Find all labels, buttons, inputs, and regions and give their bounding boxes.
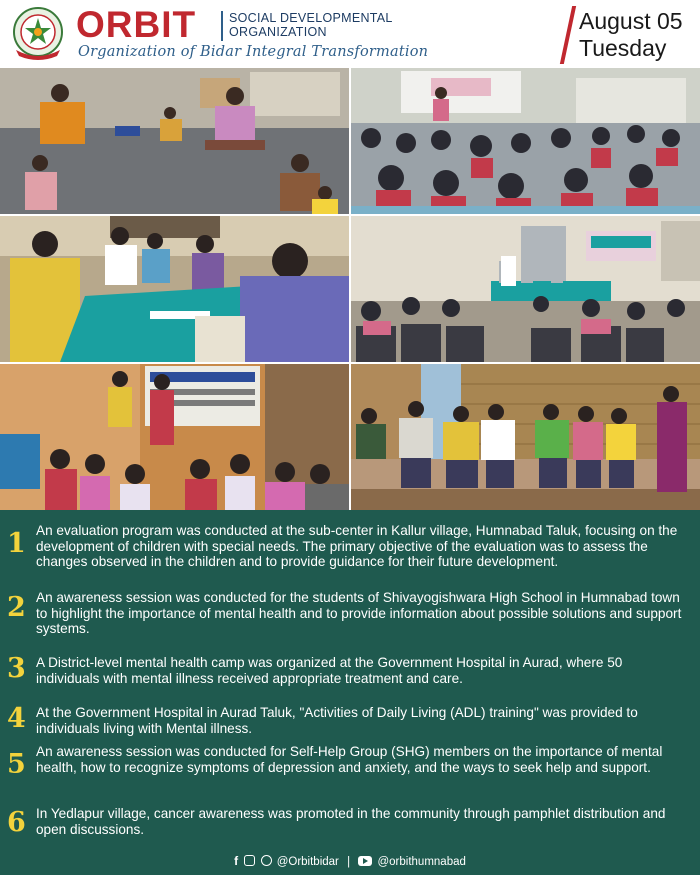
activity-text: In Yedlapur village, cancer awareness was promoted in the community through pamphlet distribution and open discussions. xyxy=(36,806,666,837)
photo-cancer-awareness xyxy=(351,364,700,510)
photo-collage xyxy=(0,68,700,510)
facebook-icon[interactable]: f xyxy=(234,854,239,868)
brand-subtitle-line2: ORGANIZATION xyxy=(229,25,327,39)
date-day: August 05 xyxy=(579,8,683,34)
footer-social xyxy=(0,850,700,872)
activity-number: 1 xyxy=(7,528,26,559)
activity-text: A District-level mental health camp was organized at the Government Hospital in Aurad, where 50 individuals with mental illness received appropriate treatment and care. xyxy=(36,655,623,686)
photo-shg-session xyxy=(0,364,349,510)
activity-number: 6 xyxy=(7,807,26,838)
activity-number: 2 xyxy=(7,592,26,623)
activity-number: 5 xyxy=(7,749,26,780)
instagram-icon[interactable] xyxy=(244,855,255,866)
activity-number: 3 xyxy=(7,653,26,684)
activity-text: An evaluation program was conducted at the sub-center in Kallur village, Humnabad Taluk, focusing on the development of children with special needs. The primary objective of the evaluation was to assess the changes observed in the children and to provide guidance for their future development. xyxy=(36,523,678,569)
youtube-icon[interactable] xyxy=(358,856,372,866)
photo-evaluation-program xyxy=(0,68,349,214)
social-handle-bidar[interactable]: @Orbitbidar xyxy=(276,856,339,868)
activity-text: An awareness session was conducted for the students of Shivayogishwara High School in Humnabad town to highlight the importance of mental health and to provide information about possible solutions and support systems. xyxy=(36,590,682,636)
brand-block xyxy=(76,6,456,62)
orbit-logo-seal xyxy=(10,6,66,62)
header xyxy=(0,0,700,68)
brand-wordmark: ORBIT xyxy=(76,4,197,45)
brand-subtitle-line1: SOCIAL DEVELOPMENTAL xyxy=(229,11,393,25)
footer-separator: | xyxy=(347,856,351,868)
date-weekday: Tuesday xyxy=(579,35,667,61)
date-divider xyxy=(560,6,576,64)
date-block xyxy=(579,8,683,62)
brand-tagline: Organization of Bidar Integral Transformation xyxy=(78,44,429,60)
brand-divider xyxy=(221,11,223,41)
globe-icon[interactable] xyxy=(261,855,272,866)
photo-mental-health-camp xyxy=(0,216,349,362)
photo-adl-training xyxy=(351,216,700,362)
brand-subtitle xyxy=(229,11,393,39)
activity-panel xyxy=(0,510,700,875)
social-handle-humnabad[interactable]: @orbithumnabad xyxy=(377,856,466,868)
activity-text: At the Government Hospital in Aurad Taluk, "Activities of Daily Living (ADL) training" was provided to individuals living with Mental illness. xyxy=(36,705,638,736)
photo-school-awareness xyxy=(351,68,700,214)
activity-number: 4 xyxy=(7,703,26,734)
activity-text: An awareness session was conducted for Self-Help Group (SHG) members on the importance of mental health, how to recognize symptoms of depression and anxiety, and the ways to seek help and support. xyxy=(36,744,663,775)
